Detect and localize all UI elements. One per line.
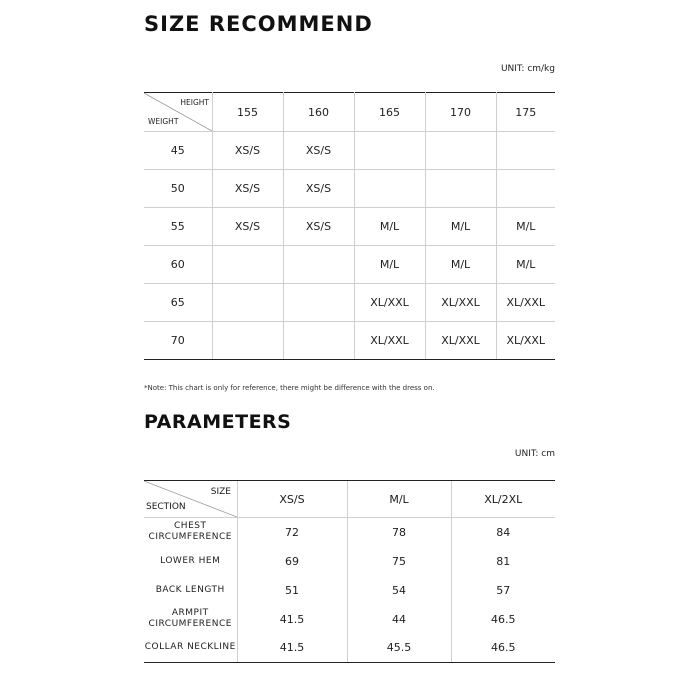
size-header-row xyxy=(144,93,555,132)
size-cell: XS/S xyxy=(212,132,283,170)
parameters-unit: UNIT: cm xyxy=(514,449,555,459)
size-cell: M/L xyxy=(425,208,496,246)
size-note: *Note: This chart is only for reference, there might be difference with the dress on. xyxy=(144,384,435,392)
size-section-corner-cell xyxy=(144,481,237,518)
size-row xyxy=(144,284,555,322)
size-cell: M/L xyxy=(354,246,425,284)
weight-cell: 50 xyxy=(144,170,212,208)
measurement-cell: 75 xyxy=(347,547,451,576)
size-cell: M/L xyxy=(496,208,555,246)
size-cell xyxy=(425,132,496,170)
height-header-cell: 155 xyxy=(212,93,283,132)
size-cell: XL/XXL xyxy=(425,322,496,360)
size-cell xyxy=(496,170,555,208)
size-header-cell: XL/2XL xyxy=(451,481,555,518)
section-label-cell: LOWER HEM xyxy=(160,555,221,566)
measurement-cell: 46.5 xyxy=(451,634,555,663)
size-cell: M/L xyxy=(425,246,496,284)
size-row xyxy=(144,322,555,360)
measurement-cell: 69 xyxy=(237,547,347,576)
height-axis-label: HEIGHT xyxy=(180,98,209,107)
size-cell: XL/XXL xyxy=(354,322,425,360)
weight-axis-label: WEIGHT xyxy=(148,117,179,126)
size-recommend-title: SIZE RECOMMEND xyxy=(144,12,373,36)
measurement-cell: 46.5 xyxy=(451,605,555,634)
measurement-cell: 54 xyxy=(347,576,451,605)
size-cell: XS/S xyxy=(212,170,283,208)
parameters-header-row xyxy=(144,481,555,518)
size-row xyxy=(144,170,555,208)
size-cell xyxy=(283,246,354,284)
measurement-cell: 41.5 xyxy=(237,605,347,634)
size-recommend-table xyxy=(144,92,555,360)
size-cell xyxy=(354,170,425,208)
weight-cell: 70 xyxy=(144,322,212,360)
height-header-cell: 165 xyxy=(354,93,425,132)
measurement-cell: 57 xyxy=(451,576,555,605)
weight-cell: 45 xyxy=(144,132,212,170)
size-cell: XS/S xyxy=(283,132,354,170)
measurement-cell: 44 xyxy=(347,605,451,634)
section-axis-label: SECTION xyxy=(146,502,186,512)
parameter-row xyxy=(144,547,555,576)
size-cell xyxy=(212,246,283,284)
parameter-row xyxy=(144,634,555,663)
size-cell: XL/XXL xyxy=(425,284,496,322)
measurement-cell: 41.5 xyxy=(237,634,347,663)
size-cell xyxy=(212,284,283,322)
measurement-cell: 84 xyxy=(451,518,555,547)
parameter-row xyxy=(144,518,555,547)
size-cell xyxy=(354,132,425,170)
size-cell: XS/S xyxy=(283,208,354,246)
measurement-cell: 81 xyxy=(451,547,555,576)
size-cell xyxy=(283,322,354,360)
height-weight-corner-cell xyxy=(144,93,212,132)
size-cell xyxy=(496,132,555,170)
size-row xyxy=(144,208,555,246)
size-cell: M/L xyxy=(354,208,425,246)
size-cell: XS/S xyxy=(283,170,354,208)
parameter-row xyxy=(144,605,555,634)
measurement-cell: 78 xyxy=(347,518,451,547)
size-cell: XS/S xyxy=(212,208,283,246)
size-cell: XL/XXL xyxy=(354,284,425,322)
parameters-table xyxy=(144,480,555,663)
size-axis-label: SIZE xyxy=(210,487,231,497)
weight-cell: 60 xyxy=(144,246,212,284)
size-recommend-unit: UNIT: cm/kg xyxy=(500,64,555,74)
size-cell: XL/XXL xyxy=(496,322,555,360)
size-cell: M/L xyxy=(496,246,555,284)
size-row xyxy=(144,132,555,170)
parameter-row xyxy=(144,576,555,605)
size-header-cell: M/L xyxy=(347,481,451,518)
weight-cell: 55 xyxy=(144,208,212,246)
measurement-cell: 72 xyxy=(237,518,347,547)
weight-cell: 65 xyxy=(144,284,212,322)
measurement-cell: 51 xyxy=(237,576,347,605)
size-cell xyxy=(283,284,354,322)
parameters-title: PARAMETERS xyxy=(144,411,292,433)
section-label-cell: COLLAR NECKLINE xyxy=(144,634,237,663)
measurement-cell: 45.5 xyxy=(347,634,451,663)
section-label-cell: ARMPIT CIRCUMFERENCE xyxy=(148,608,232,629)
height-header-cell: 175 xyxy=(496,93,555,132)
size-header-cell: XS/S xyxy=(237,481,347,518)
section-label-cell: CHEST CIRCUMFERENCE xyxy=(148,521,232,543)
size-cell xyxy=(425,170,496,208)
height-header-cell: 160 xyxy=(283,93,354,132)
height-header-cell: 170 xyxy=(425,93,496,132)
size-cell: XL/XXL xyxy=(496,284,555,322)
section-label-cell: BACK LENGTH xyxy=(155,584,225,595)
size-row xyxy=(144,246,555,284)
size-cell xyxy=(212,322,283,360)
